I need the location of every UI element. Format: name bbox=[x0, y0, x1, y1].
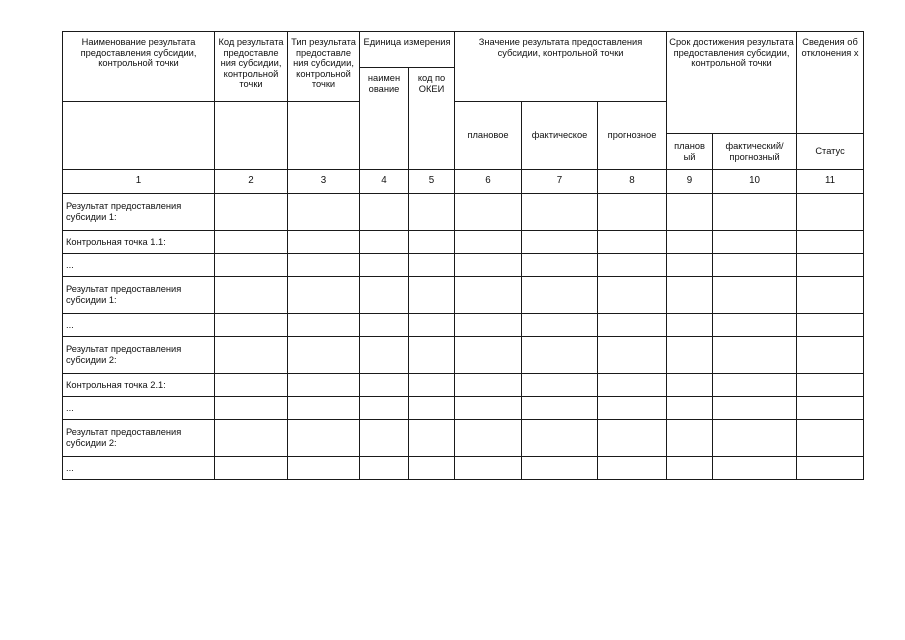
table-cell bbox=[667, 314, 713, 337]
table-cell bbox=[667, 337, 713, 374]
row-label: ... bbox=[63, 397, 215, 420]
row-label: ... bbox=[63, 314, 215, 337]
table-cell bbox=[797, 337, 864, 374]
table-cell bbox=[455, 314, 522, 337]
header-unit-name: наимен ование bbox=[360, 68, 409, 170]
table-cell bbox=[713, 314, 797, 337]
table-cell bbox=[598, 254, 667, 277]
table-cell bbox=[360, 337, 409, 374]
table-cell bbox=[455, 374, 522, 397]
table-cell bbox=[288, 397, 360, 420]
header-spacer-2 bbox=[215, 102, 288, 170]
table-cell bbox=[409, 194, 455, 231]
table-row bbox=[63, 231, 864, 254]
table-cell bbox=[667, 374, 713, 397]
table-cell bbox=[713, 277, 797, 314]
table-row bbox=[63, 277, 864, 314]
header-result-type: Тип результата предоставле ния субсидии, контрольной точки bbox=[288, 32, 360, 102]
table-row bbox=[63, 420, 864, 457]
table-cell bbox=[455, 457, 522, 480]
header-spacer-3 bbox=[288, 102, 360, 170]
table-cell bbox=[522, 457, 598, 480]
table-cell bbox=[360, 254, 409, 277]
table-cell bbox=[455, 231, 522, 254]
table-cell bbox=[713, 337, 797, 374]
column-number-10: 10 bbox=[713, 170, 797, 194]
table-cell bbox=[288, 277, 360, 314]
table-cell bbox=[797, 397, 864, 420]
header-spacer-1 bbox=[63, 102, 215, 170]
table-cell bbox=[409, 374, 455, 397]
table-cell bbox=[215, 314, 288, 337]
table-cell bbox=[667, 457, 713, 480]
header-value-group: Значение результата предоставления субсидии, контрольной точки bbox=[455, 32, 667, 102]
table-cell bbox=[713, 374, 797, 397]
table-cell bbox=[288, 231, 360, 254]
table-cell bbox=[360, 397, 409, 420]
table-cell bbox=[598, 374, 667, 397]
header-status: Статус bbox=[797, 134, 864, 170]
table-cell bbox=[797, 314, 864, 337]
table-cell bbox=[288, 314, 360, 337]
table-cell bbox=[409, 254, 455, 277]
table-cell bbox=[522, 337, 598, 374]
header-deadline-planned: планов ый bbox=[667, 134, 713, 170]
column-number-3: 3 bbox=[288, 170, 360, 194]
table-cell bbox=[215, 337, 288, 374]
table-cell bbox=[522, 231, 598, 254]
table-cell bbox=[522, 277, 598, 314]
table-cell bbox=[713, 397, 797, 420]
header-result-name: Наименование результата предоставления субсидии, контрольной точки bbox=[63, 32, 215, 102]
row-label: Результат предоставления субсидии 2: bbox=[63, 337, 215, 374]
table-cell bbox=[522, 194, 598, 231]
column-number-4: 4 bbox=[360, 170, 409, 194]
table-cell bbox=[522, 397, 598, 420]
column-number-6: 6 bbox=[455, 170, 522, 194]
subsidy-results-table bbox=[62, 31, 864, 480]
table-cell bbox=[360, 231, 409, 254]
table-row bbox=[63, 374, 864, 397]
table-cell bbox=[455, 420, 522, 457]
table-cell bbox=[797, 374, 864, 397]
table-cell bbox=[360, 457, 409, 480]
table-cell bbox=[215, 374, 288, 397]
row-label: Контрольная точка 2.1: bbox=[63, 374, 215, 397]
row-label: Результат предоставления субсидии 1: bbox=[63, 194, 215, 231]
table-cell bbox=[288, 374, 360, 397]
table-body bbox=[63, 194, 864, 480]
table-cell bbox=[215, 194, 288, 231]
table-cell bbox=[215, 254, 288, 277]
row-label: ... bbox=[63, 254, 215, 277]
row-label: Результат предоставления субсидии 1: bbox=[63, 277, 215, 314]
table-cell bbox=[360, 194, 409, 231]
header-deviation-info: Сведения об отклонения х bbox=[797, 32, 864, 134]
table-cell bbox=[455, 397, 522, 420]
row-label: ... bbox=[63, 457, 215, 480]
table-cell bbox=[409, 314, 455, 337]
header-unit-group: Единица измерения bbox=[360, 32, 455, 68]
table-cell bbox=[713, 194, 797, 231]
row-label: Результат предоставления субсидии 2: bbox=[63, 420, 215, 457]
table-row bbox=[63, 397, 864, 420]
table-cell bbox=[522, 314, 598, 337]
table-cell bbox=[797, 457, 864, 480]
table-cell bbox=[713, 457, 797, 480]
row-label: Контрольная точка 1.1: bbox=[63, 231, 215, 254]
column-number-9: 9 bbox=[667, 170, 713, 194]
table-cell bbox=[667, 231, 713, 254]
table-cell bbox=[455, 337, 522, 374]
table-cell bbox=[409, 337, 455, 374]
table-row bbox=[63, 337, 864, 374]
table-cell bbox=[215, 420, 288, 457]
table-cell bbox=[360, 420, 409, 457]
table-cell bbox=[288, 337, 360, 374]
table-cell bbox=[455, 254, 522, 277]
table-cell bbox=[598, 397, 667, 420]
table-cell bbox=[522, 254, 598, 277]
table-cell bbox=[667, 397, 713, 420]
table-cell bbox=[797, 420, 864, 457]
header-value-actual: фактическое bbox=[522, 102, 598, 170]
table-cell bbox=[797, 254, 864, 277]
table-cell bbox=[360, 314, 409, 337]
table-cell bbox=[409, 457, 455, 480]
header-deadline-actual-forecast: фактический/ прогнозный bbox=[713, 134, 797, 170]
table-cell bbox=[598, 314, 667, 337]
table-cell bbox=[713, 420, 797, 457]
column-number-2: 2 bbox=[215, 170, 288, 194]
table-cell bbox=[713, 254, 797, 277]
table-cell bbox=[667, 277, 713, 314]
header-value-planned: плановое bbox=[455, 102, 522, 170]
table-cell bbox=[713, 231, 797, 254]
table-cell bbox=[797, 231, 864, 254]
table-row bbox=[63, 254, 864, 277]
header-deadline-group: Срок достижения результата предоставления субсидии, контрольной точки bbox=[667, 32, 797, 134]
table-cell bbox=[667, 194, 713, 231]
table-cell bbox=[288, 457, 360, 480]
table-cell bbox=[409, 231, 455, 254]
table-cell bbox=[598, 231, 667, 254]
table-cell bbox=[215, 231, 288, 254]
table-cell bbox=[215, 277, 288, 314]
header-unit-okei: код по ОКЕИ bbox=[409, 68, 455, 170]
header-value-forecast: прогнозное bbox=[598, 102, 667, 170]
table-cell bbox=[797, 194, 864, 231]
table-cell bbox=[215, 457, 288, 480]
table-cell bbox=[598, 457, 667, 480]
table-cell bbox=[409, 277, 455, 314]
column-number-1: 1 bbox=[63, 170, 215, 194]
table-cell bbox=[667, 420, 713, 457]
header-result-code: Код результата предоставле ния субсидии, контрольной точки bbox=[215, 32, 288, 102]
table-cell bbox=[215, 397, 288, 420]
table-cell bbox=[360, 277, 409, 314]
table-cell bbox=[598, 194, 667, 231]
table-cell bbox=[455, 194, 522, 231]
table-cell bbox=[522, 374, 598, 397]
table-cell bbox=[360, 374, 409, 397]
table-cell bbox=[667, 254, 713, 277]
table-cell bbox=[288, 420, 360, 457]
table-cell bbox=[522, 420, 598, 457]
table-row bbox=[63, 314, 864, 337]
table-cell bbox=[598, 420, 667, 457]
table-row bbox=[63, 457, 864, 480]
table-cell bbox=[598, 277, 667, 314]
table-row bbox=[63, 194, 864, 231]
table-cell bbox=[288, 194, 360, 231]
column-number-7: 7 bbox=[522, 170, 598, 194]
table-cell bbox=[797, 277, 864, 314]
table-cell bbox=[409, 397, 455, 420]
column-number-8: 8 bbox=[598, 170, 667, 194]
table-cell bbox=[455, 277, 522, 314]
column-number-11: 11 bbox=[797, 170, 864, 194]
table-cell bbox=[598, 337, 667, 374]
table-cell bbox=[288, 254, 360, 277]
table-cell bbox=[409, 420, 455, 457]
column-number-5: 5 bbox=[409, 170, 455, 194]
